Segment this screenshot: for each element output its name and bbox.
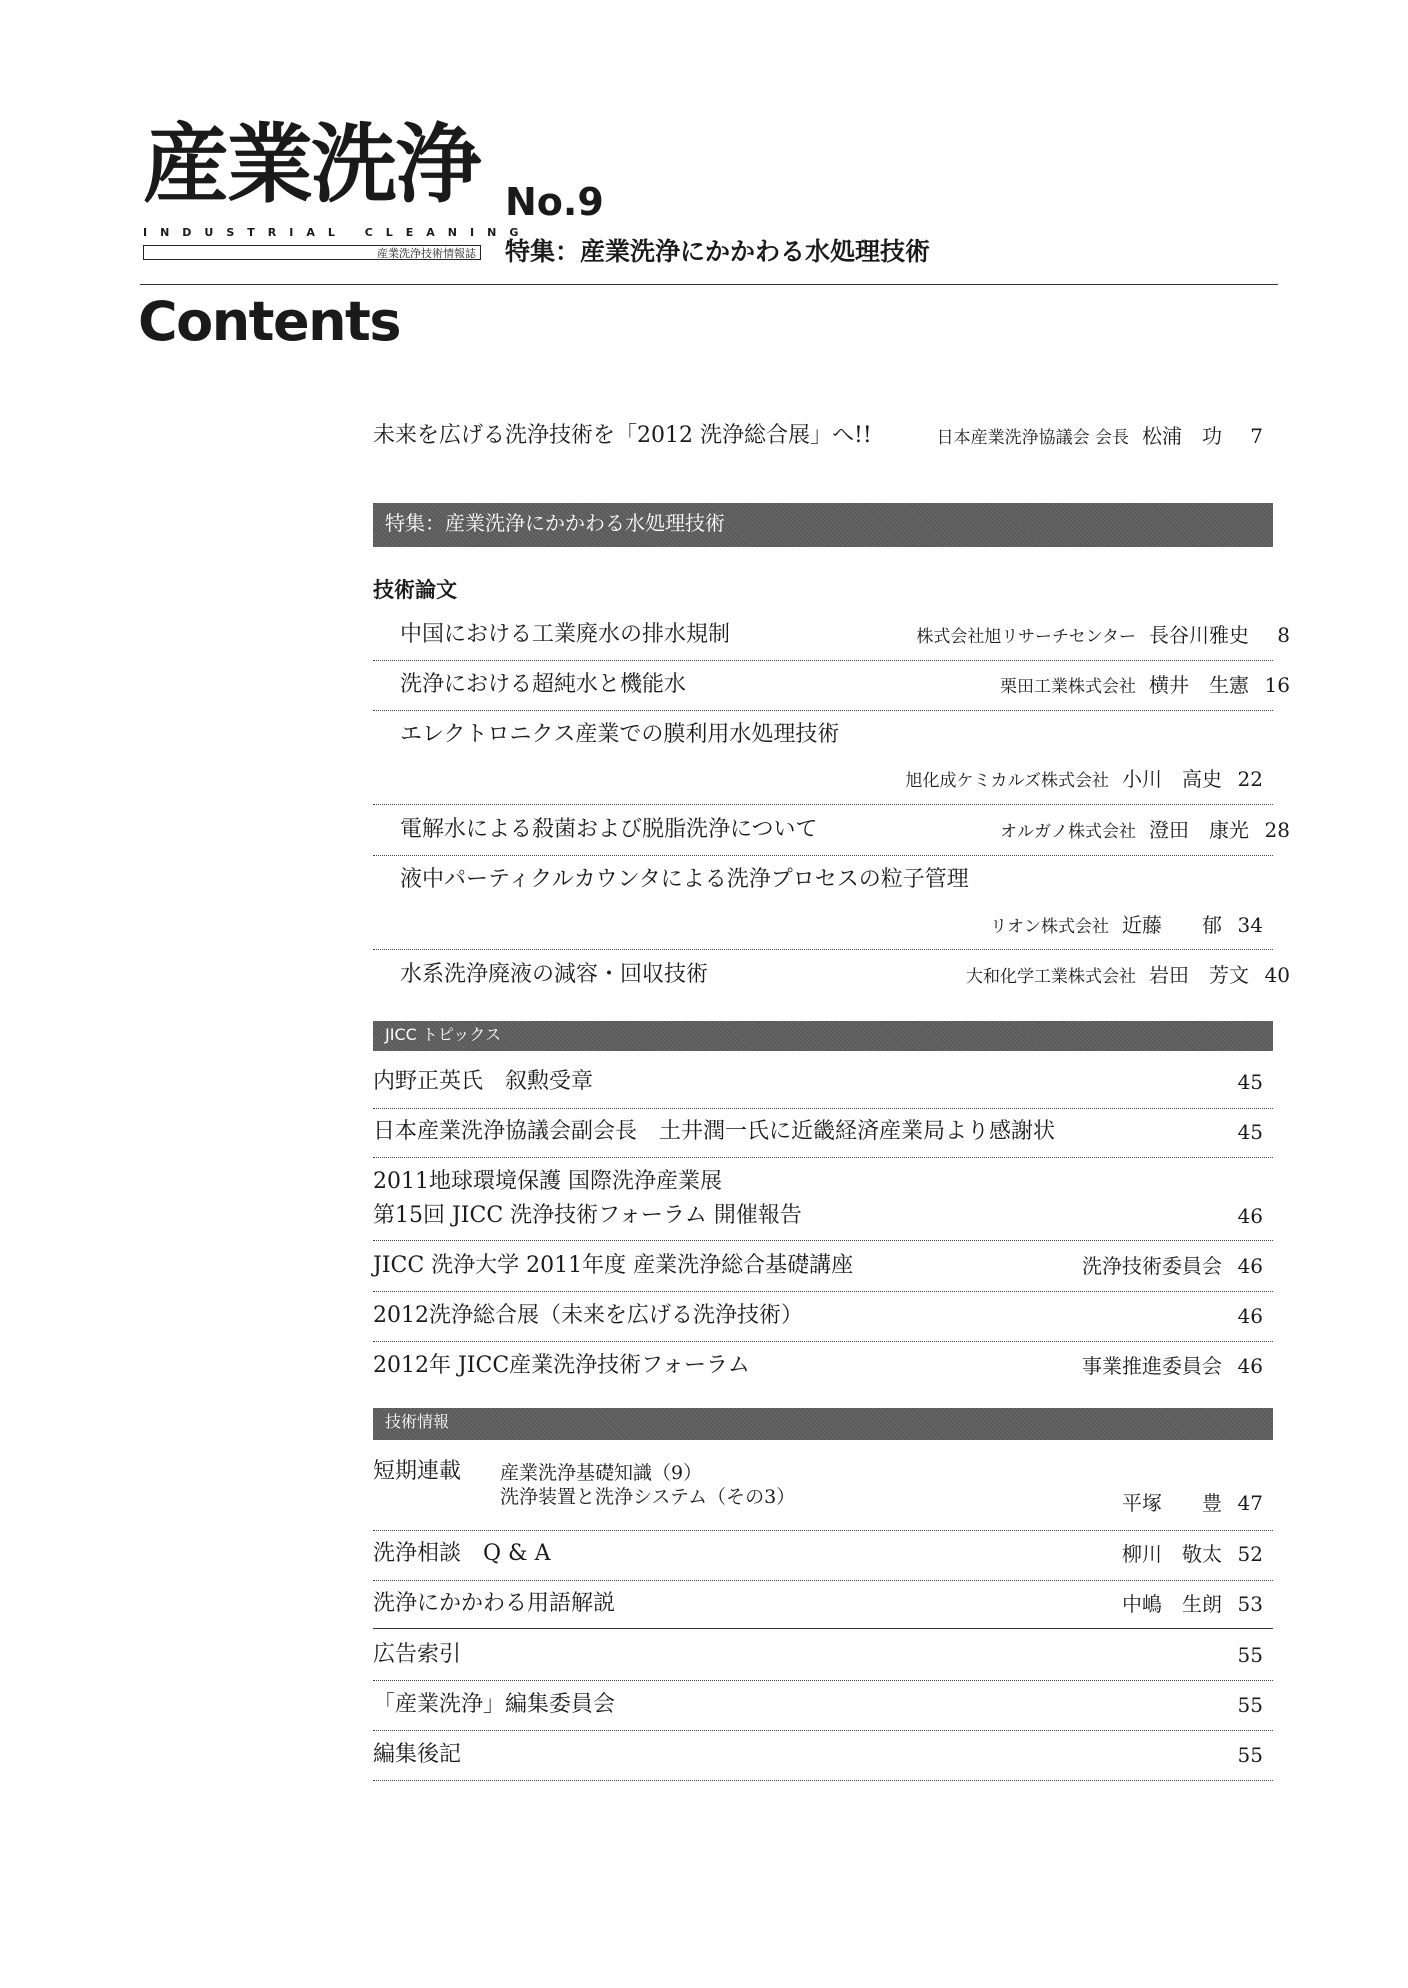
toc-entry-title: 短期連載 xyxy=(373,1459,462,1484)
toc-entry[interactable] xyxy=(373,1540,1273,1568)
toc-entry[interactable] xyxy=(373,1118,1273,1146)
toc-entry-org: 栗田工業株式会社 xyxy=(1000,677,1136,697)
toc-entry-title: 洗浄相談 Q & A xyxy=(373,1541,551,1566)
toc-entry-page: 40 xyxy=(1264,963,1290,987)
toc-entry[interactable] xyxy=(373,816,1300,844)
toc-entry-author: 近藤 郁 xyxy=(1122,913,1222,937)
toc-entry-subtitle: 洗浄装置と洗浄システム（その3） xyxy=(500,1486,796,1508)
toc-entry-title: 液中パーティクルカウンタによる洗浄プロセスの粒子管理 xyxy=(400,867,969,892)
header-divider xyxy=(140,284,1278,285)
page-title: Contents xyxy=(138,290,401,353)
row-divider xyxy=(373,1780,1273,1781)
toc-entry-author: 松浦 功 xyxy=(1142,424,1222,448)
row-divider xyxy=(373,1108,1273,1109)
row-divider xyxy=(373,949,1273,950)
row-divider xyxy=(373,1530,1273,1531)
toc-entry-title: 2011地球環境保護 国際洗浄産業展 xyxy=(373,1169,722,1194)
toc-entry-org: 株式会社旭リサーチセンター xyxy=(916,627,1136,647)
toc-entry-title: 編集後記 xyxy=(373,1742,462,1767)
toc-entry-author: 澄田 康光 xyxy=(1149,818,1249,842)
toc-entry[interactable] xyxy=(373,866,1300,894)
toc-entry-org: 事業推進委員会 xyxy=(1082,1354,1222,1378)
row-divider xyxy=(373,855,1273,856)
toc-entry-subtitle: 産業洗浄基礎知識（9） xyxy=(500,1462,703,1484)
toc-entry-author: 柳川 敬太 xyxy=(1122,1542,1222,1566)
toc-entry-page: 7 xyxy=(1250,424,1263,448)
toc-entry[interactable] xyxy=(373,1352,1273,1380)
toc-entry-author: 岩田 芳文 xyxy=(1149,963,1249,987)
toc-entry-title: 「産業洗浄」編集委員会 xyxy=(373,1692,616,1717)
row-divider xyxy=(373,710,1273,711)
toc-entry-title: 中国における工業廃水の排水規制 xyxy=(400,622,731,647)
toc-entry-author: 中嶋 生朗 xyxy=(1122,1592,1222,1616)
toc-entry-intro[interactable] xyxy=(373,422,1273,450)
magazine-logo-tag-box xyxy=(143,245,481,260)
issue-theme: 特集：産業洗浄にかかわる水処理技術 xyxy=(505,237,931,266)
toc-entry[interactable] xyxy=(373,1302,1273,1330)
toc-entry-title: 2012洗浄総合展（未来を広げる洗浄技術） xyxy=(373,1303,803,1328)
toc-entry-title: 未来を広げる洗浄技術を「2012 洗浄総合展」へ!! xyxy=(373,423,872,448)
toc-entry-org: 日本産業洗浄協議会 会長 xyxy=(936,428,1129,448)
toc-entry-author: 小川 高史 xyxy=(1122,767,1222,791)
magazine-logo-subtitle: INDUSTRIAL CLEANING xyxy=(143,226,532,239)
toc-entry[interactable] xyxy=(373,1691,1273,1719)
row-divider xyxy=(373,1680,1273,1681)
toc-entry-page: 8 xyxy=(1277,623,1290,647)
toc-entry-line2[interactable] xyxy=(373,1202,1273,1230)
toc-entry-page: 55 xyxy=(1237,1693,1263,1717)
toc-entry[interactable] xyxy=(373,721,1300,749)
toc-entry-title: 水系洗浄廃液の減容・回収技術 xyxy=(400,962,709,987)
toc-entry-title: 洗浄における超純水と機能水 xyxy=(400,672,687,697)
toc-entry-title: JICC 洗浄大学 2011年度 産業洗浄総合基礎講座 xyxy=(373,1253,854,1278)
toc-entry[interactable] xyxy=(373,621,1300,649)
toc-entry-title: 電解水による殺菌および脱脂洗浄について xyxy=(400,817,818,842)
toc-entry[interactable] xyxy=(373,1168,1273,1196)
toc-entry-org: リオン株式会社 xyxy=(990,917,1109,937)
toc-entry-page: 34 xyxy=(1237,913,1263,937)
toc-entry-title: 内野正英氏 叙勲受章 xyxy=(373,1069,594,1094)
row-divider xyxy=(373,660,1273,661)
section-band-tech-info: 技術情報 xyxy=(373,1408,1273,1440)
toc-entry-page: 16 xyxy=(1264,673,1290,697)
row-divider xyxy=(373,804,1273,805)
row-divider xyxy=(373,1291,1273,1292)
magazine-logo: 産業洗浄 xyxy=(143,115,479,215)
toc-entry[interactable] xyxy=(373,1641,1273,1669)
issue-number: No.9 xyxy=(505,180,604,224)
toc-entry-page: 22 xyxy=(1237,767,1263,791)
toc-entry-page: 45 xyxy=(1237,1070,1263,1094)
toc-entry[interactable] xyxy=(373,671,1300,699)
toc-entry-title: 広告索引 xyxy=(373,1642,462,1667)
toc-entry-org: 旭化成ケミカルズ株式会社 xyxy=(905,771,1109,791)
toc-entry-page: 55 xyxy=(1237,1743,1263,1767)
toc-entry-author: 横井 生憲 xyxy=(1149,673,1249,697)
toc-entry-org: オルガノ株式会社 xyxy=(1000,822,1136,842)
section-band-feature: 特集：産業洗浄にかかわる水処理技術 xyxy=(373,503,1273,547)
toc-entry-page: 55 xyxy=(1237,1643,1263,1667)
toc-entry[interactable] xyxy=(373,961,1300,989)
toc-entry-page: 53 xyxy=(1237,1592,1263,1616)
toc-entry-author: 長谷川雅史 xyxy=(1149,623,1249,647)
toc-entry-page: 47 xyxy=(1237,1491,1263,1515)
toc-entry[interactable] xyxy=(373,1252,1273,1280)
toc-entry-page: 45 xyxy=(1237,1120,1263,1144)
toc-entry-title: 2012年 JICC産業洗浄技術フォーラム xyxy=(373,1353,750,1378)
row-divider xyxy=(373,1157,1273,1158)
toc-entry-org: 大和化学工業株式会社 xyxy=(966,967,1136,987)
toc-entry-title: 洗浄にかかわる用語解説 xyxy=(373,1591,616,1616)
toc-entry-title: エレクトロニクス産業での膜利用水処理技術 xyxy=(400,722,840,747)
section-band-topics: JICC トピックス xyxy=(373,1021,1273,1051)
toc-entry-title-line2: 第15回 JICC 洗浄技術フォーラム 開催報告 xyxy=(373,1203,802,1228)
toc-entry[interactable] xyxy=(373,1590,1273,1618)
toc-entry-org: 洗浄技術委員会 xyxy=(1082,1254,1222,1278)
toc-entry-page: 46 xyxy=(1237,1304,1263,1328)
section-subhead: 技術論文 xyxy=(373,578,457,602)
row-divider xyxy=(373,1730,1273,1731)
row-divider xyxy=(373,1341,1273,1342)
section-divider xyxy=(373,1628,1273,1629)
row-divider xyxy=(373,1580,1273,1581)
toc-entry-page: 46 xyxy=(1237,1354,1263,1378)
toc-entry-page: 46 xyxy=(1237,1254,1263,1278)
toc-entry[interactable] xyxy=(373,1068,1273,1096)
toc-entry[interactable] xyxy=(373,1741,1273,1769)
toc-entry-page: 46 xyxy=(1237,1204,1263,1228)
row-divider xyxy=(373,1240,1273,1241)
toc-entry-page: 28 xyxy=(1264,818,1290,842)
toc-entry-title: 日本産業洗浄協議会副会長 土井潤一氏に近畿経済産業局より感謝状 xyxy=(373,1119,1056,1144)
magazine-logo-tag: 産業洗浄技術情報誌 xyxy=(377,247,476,260)
toc-entry-page: 52 xyxy=(1237,1542,1263,1566)
toc-entry-author: 平塚 豊 xyxy=(1122,1491,1222,1515)
